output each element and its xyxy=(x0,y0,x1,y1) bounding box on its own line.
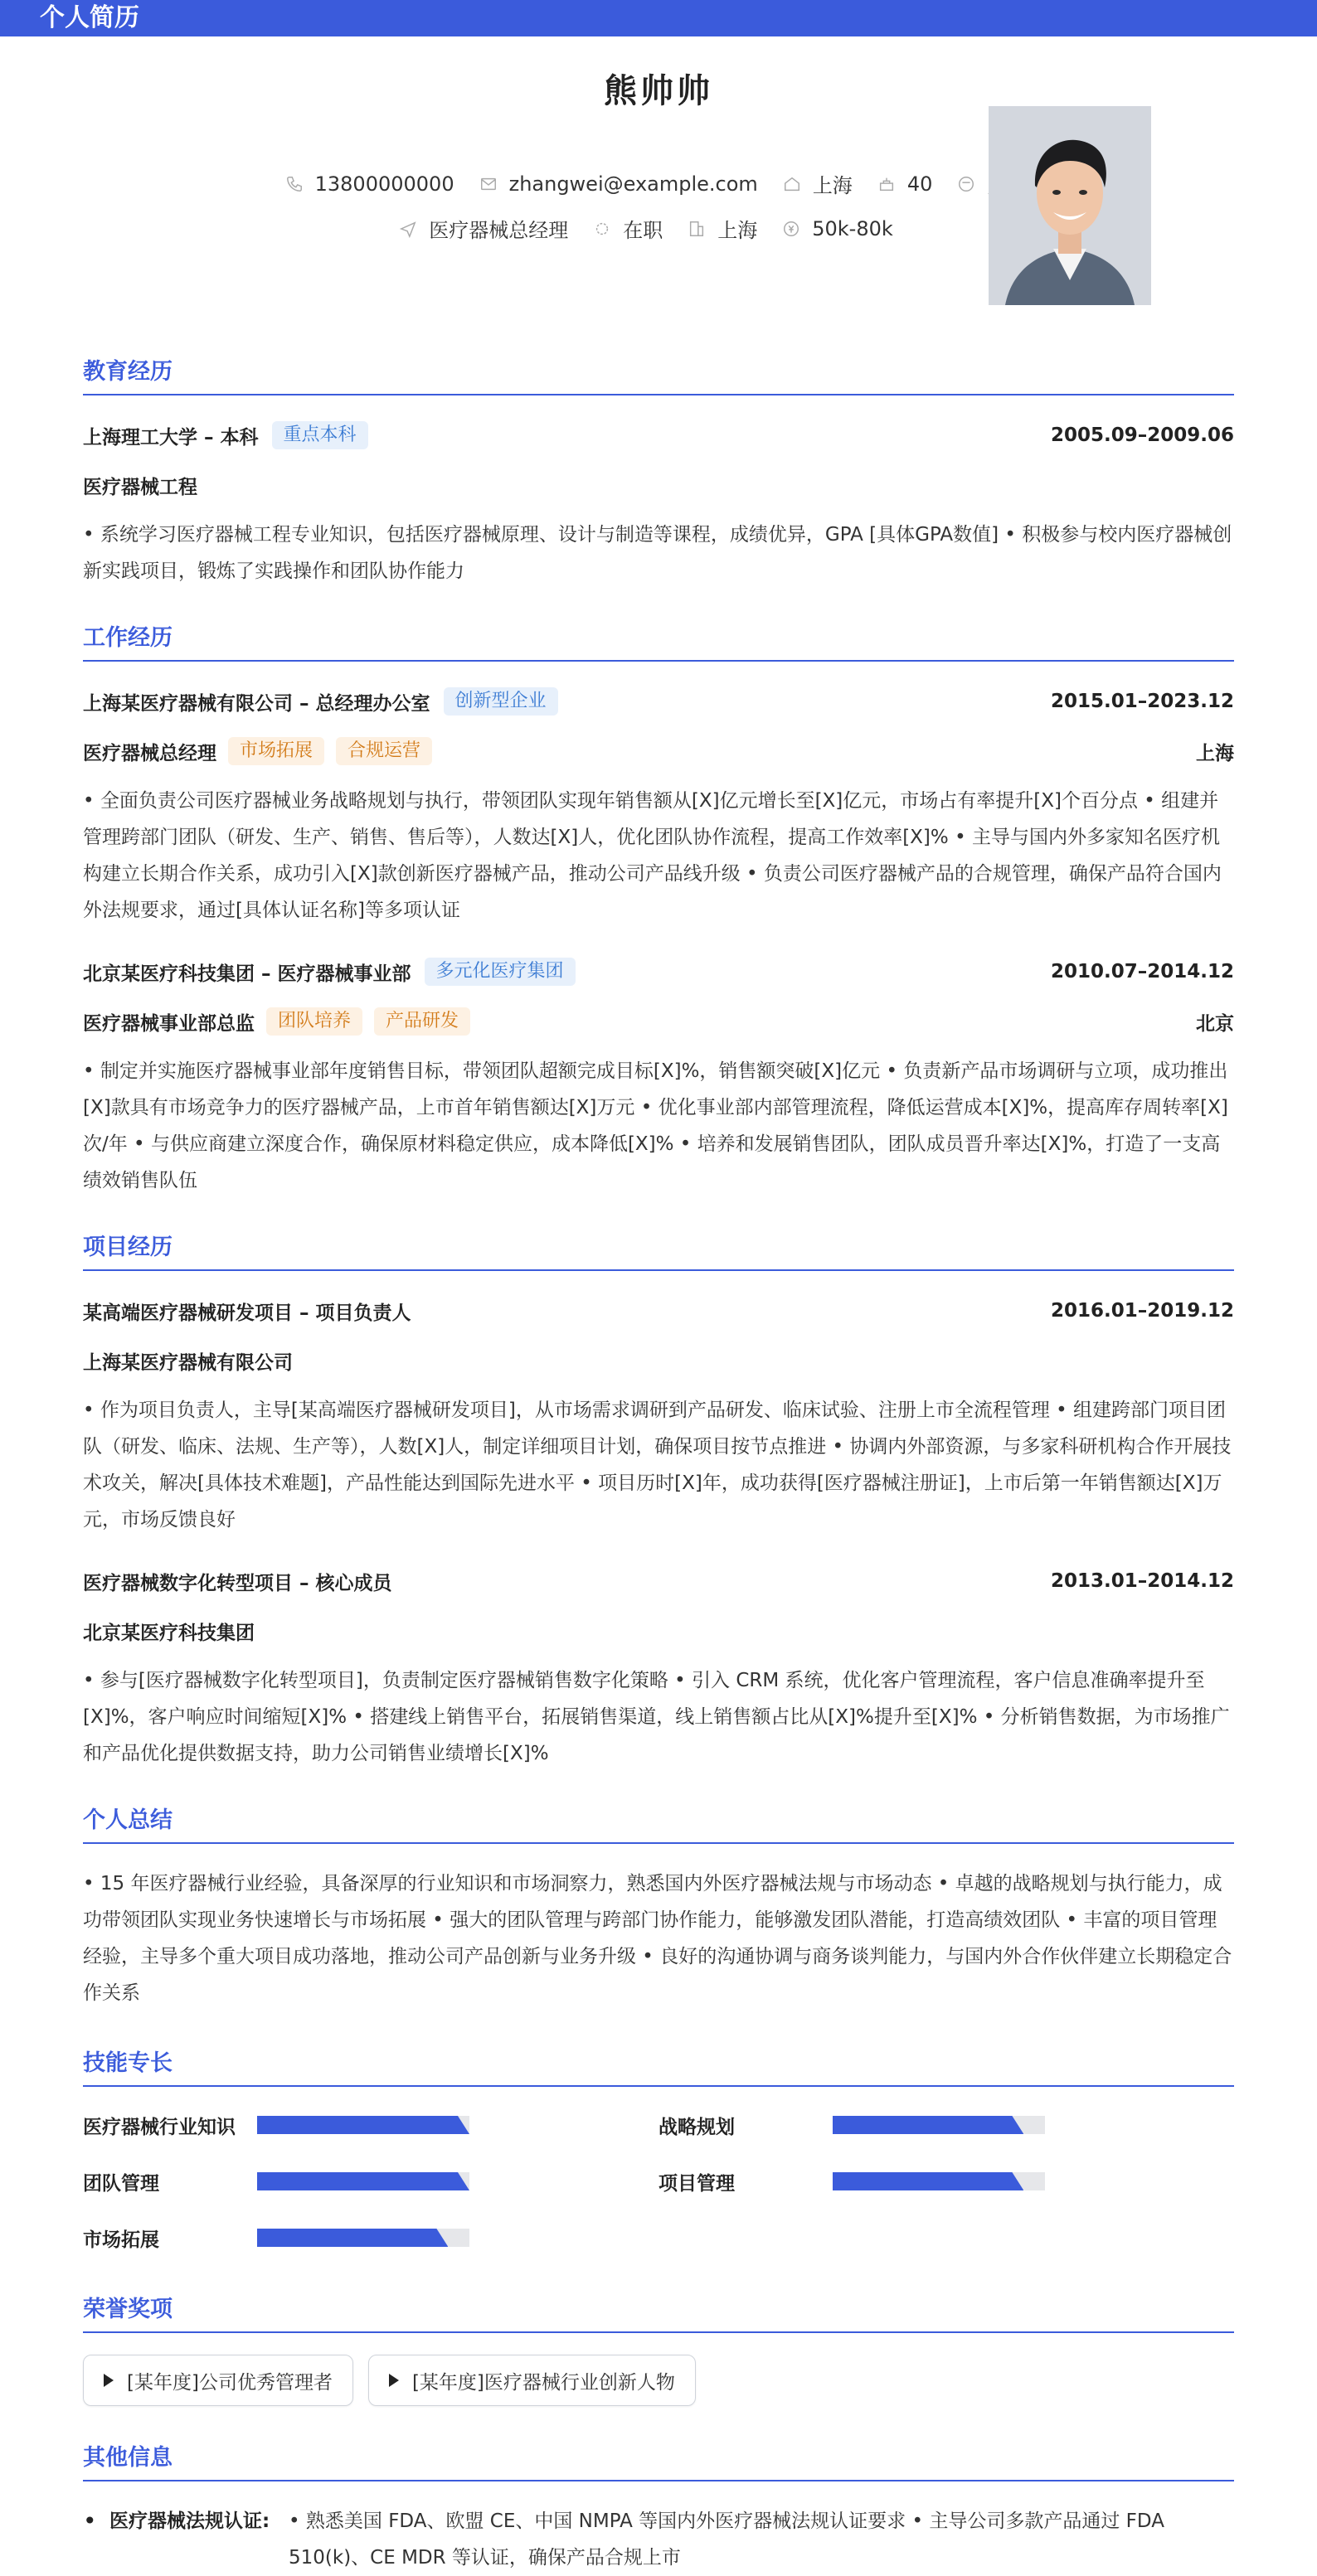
skills-heading: 技能专长 xyxy=(83,2045,1234,2087)
education-entry-header xyxy=(83,417,1234,454)
projects-section xyxy=(83,1229,1234,1772)
company-tag: 多元化医疗集团 xyxy=(425,958,576,986)
company-name: 北京某医疗科技集团 – 医疗器械事业部 xyxy=(83,963,411,985)
mail-icon xyxy=(479,175,498,193)
role-tag: 团队培养 xyxy=(266,1007,362,1036)
education-date: 2005.09–2009.06 xyxy=(1050,424,1234,446)
work-entry-header xyxy=(83,953,1234,990)
summary-heading: 个人总结 xyxy=(83,1802,1234,1844)
skill-item xyxy=(83,2108,658,2142)
work-entry xyxy=(83,683,1234,929)
awards-heading: 荣誉奖项 xyxy=(83,2291,1234,2333)
project-description: • 参与[医疗器械数字化转型项目]，负责制定医疗器械销售数字化策略 • 引入 CRM 系统，优化客户管理流程，客户信息准确率提升至[X]%，客户响应时间缩短[X]% • 搭建线上销售平台，拓展销售渠道，线上销售额占比从[X]%提升至[X]% • 分析销售数据，为市场推广和产品优化提供数据支持，助力公司销售业绩增长[X]% xyxy=(83,1670,1230,1764)
award-item xyxy=(368,2355,696,2406)
work-city: 北京 xyxy=(1196,1012,1234,1035)
work-description: • 全面负责公司医疗器械业务战略规划与执行，带领团队实现年销售额从[X]亿元增长至[X]亿元，市场占有率提升[X]个百分点 • 组建并管理跨部门团队（研发、生产、销售、售后等），人数达[X]人，优化团队协作流程，提高工作效率[X]% • 主导与国内外多家知名医疗机构建立长期合作关系，成功引入[X]款创新医疗器械产品，推动公司产品线升级 • 负责公司医疗器械产品的合规管理，确保产品符合国内外法规要求，通过[具体认证名称]等多项认证 xyxy=(83,790,1222,921)
role-title: 医疗器械事业部总监 xyxy=(83,1012,255,1035)
cake-icon xyxy=(877,175,896,193)
status-icon xyxy=(593,220,611,238)
other-item xyxy=(83,2503,1234,2576)
skill-level-bar xyxy=(257,2229,469,2247)
email-address: zhangwei@example.com xyxy=(508,172,758,196)
phone-icon xyxy=(285,175,304,193)
company-tag: 创新型企业 xyxy=(444,687,558,716)
skill-level-bar xyxy=(833,2116,1045,2134)
city-value: 上海 xyxy=(717,219,758,242)
city-item xyxy=(688,214,757,243)
education-major-row xyxy=(83,467,1234,503)
project-date: 2013.01–2014.12 xyxy=(1050,1570,1234,1592)
project-description: • 作为项目负责人，主导[某高端医疗器械研发项目]，从市场需求调研到产品研发、临床试验、注册上市全流程管理 • 组建跨部门项目团队（研发、临床、法规、生产等），人数[X]人，制定详细项目计划，确保项目按节点推进 • 协调内外部资源，与多家科研机构合作开展技术攻关，解决[具体技术难题]，产品性能达到国际先进水平 • 项目历时[X]年，成功获得[医疗器械注册证]，上市后第一年销售额达[X]万元，市场反馈良好 xyxy=(83,1400,1232,1531)
role-tag: 市场拓展 xyxy=(228,737,324,765)
project-org: 上海某医疗器械有限公司 xyxy=(83,1351,293,1374)
age-value: 40 xyxy=(906,172,933,196)
profile-header xyxy=(83,36,1234,310)
project-title: 某高端医疗器械研发项目 – 项目负责人 xyxy=(83,1302,411,1324)
skill-name: 项目管理 xyxy=(658,2172,735,2195)
resume-header-bar xyxy=(0,0,1317,36)
awards-section xyxy=(83,2291,1234,2406)
status-value: 在职 xyxy=(623,219,663,242)
role-tag: 合规运营 xyxy=(336,737,432,765)
major-name: 医疗器械工程 xyxy=(83,476,197,498)
award-label: [某年度]医疗器械行业创新人物 xyxy=(411,2371,675,2394)
work-entry-header xyxy=(83,683,1234,720)
school-name: 上海理工大学 – 本科 xyxy=(83,426,259,449)
skill-item xyxy=(658,2165,1234,2198)
location-item xyxy=(783,169,853,198)
education-description: • 系统学习医疗器械工程专业知识，包括医疗器械原理、设计与制造等课程，成绩优异，GPA [具体GPA数值] • 积极参与校内医疗器械创新实践项目，锻炼了实践操作和团队协作能力 xyxy=(83,524,1232,582)
skill-name: 战略规划 xyxy=(658,2116,735,2138)
project-header xyxy=(83,1293,1234,1329)
position-value: 医疗器械总经理 xyxy=(429,219,569,242)
project-entry xyxy=(83,1563,1234,1772)
salary-icon xyxy=(782,220,800,238)
summary-text: • 15 年医疗器械行业经验，具备深厚的行业知识和市场洞察力，熟悉国内外医疗器械法规与市场动态 • 卓越的战略规划与执行能力，成功带领团队实现业务快速增长与市场拓展 • 强大的团队管理与跨部门协作能力，能够激发团队潜能，打造高绩效团队 • 丰富的项目管理经验，主导多个重大项目成功落地，推动公司产品创新与业务升级 • 良好的沟通协调与商务谈判能力，与国内外合作伙伴建立长期稳定合作关系 xyxy=(83,1873,1232,2004)
user-icon xyxy=(957,175,975,193)
school-tag: 重点本科 xyxy=(272,421,368,449)
work-entry xyxy=(83,953,1234,1199)
work-role-row xyxy=(83,733,1234,769)
skills-section xyxy=(83,2045,1234,2254)
work-city: 上海 xyxy=(1196,742,1234,764)
location-value: 上海 xyxy=(812,174,853,197)
bullet-icon: • xyxy=(83,2507,97,2535)
triangle-icon xyxy=(104,2374,114,2387)
salary-item xyxy=(782,217,893,240)
education-heading: 教育经历 xyxy=(83,353,1234,395)
skill-level-fill xyxy=(833,2116,1023,2134)
skill-name: 市场拓展 xyxy=(83,2229,159,2251)
other-label: 医疗器械法规认证: xyxy=(109,2511,270,2532)
project-date: 2016.01–2019.12 xyxy=(1050,1300,1234,1322)
skill-item xyxy=(83,2165,658,2198)
phone-number: 13800000000 xyxy=(314,172,454,196)
building-icon xyxy=(688,220,706,238)
skills-grid xyxy=(83,2108,1234,2254)
award-label: [某年度]公司优秀管理者 xyxy=(127,2371,333,2394)
email-item xyxy=(479,172,758,196)
project-header xyxy=(83,1563,1234,1599)
skill-level-bar xyxy=(257,2172,469,2190)
project-title: 医疗器械数字化转型项目 – 核心成员 xyxy=(83,1572,392,1594)
profile-photo xyxy=(989,106,1151,305)
skill-item xyxy=(83,2221,658,2254)
skill-name: 医疗器械行业知识 xyxy=(83,2116,236,2138)
work-section xyxy=(83,619,1234,1199)
age-item xyxy=(877,172,933,196)
projects-heading: 项目经历 xyxy=(83,1229,1234,1271)
other-heading: 其他信息 xyxy=(83,2439,1234,2481)
resume-title: 个人简历 xyxy=(40,3,139,32)
work-date: 2010.07–2014.12 xyxy=(1050,961,1234,982)
triangle-icon xyxy=(389,2374,399,2387)
candidate-name: 熊帅帅 xyxy=(604,72,713,110)
other-value: • 熟悉美国 FDA、欧盟 CE、中国 NMPA 等国内外医疗器械法规认证要求 • 主导公司多款产品通过 FDA 510(k)、CE MDR 等认证，确保产品合规上市 xyxy=(289,2511,1164,2569)
salary-value: 50k-80k xyxy=(812,216,893,240)
project-org-row xyxy=(83,1613,1234,1649)
skill-level-bar xyxy=(257,2116,469,2134)
work-description: • 制定并实施医疗器械事业部年度销售目标，带领团队超额完成目标[X]%，销售额突破[X]亿元 • 负责新产品市场调研与立项，成功推出[X]款具有市场竞争力的医疗器械产品，上市首年销售额达[X]万元 • 优化事业部内部管理流程，降低运营成本[X]%，提高库存周转率[X]次/年 • 与供应商建立深度合作，确保原材料稳定供应，成本降低[X]% • 培养和发展销售团队，团队成员晋升率达[X]%，打造了一支高绩效销售队伍 xyxy=(83,1060,1228,1191)
skill-item xyxy=(658,2108,1234,2142)
send-icon xyxy=(399,220,417,238)
work-date: 2015.01–2023.12 xyxy=(1050,691,1234,712)
project-org-row xyxy=(83,1342,1234,1379)
skill-level-fill xyxy=(257,2116,469,2134)
role-tag: 产品研发 xyxy=(374,1007,470,1036)
skill-level-fill xyxy=(257,2229,448,2247)
skill-name: 团队管理 xyxy=(83,2172,159,2195)
skill-level-bar xyxy=(833,2172,1045,2190)
project-entry xyxy=(83,1293,1234,1538)
other-section xyxy=(83,2439,1234,2576)
award-item xyxy=(83,2355,353,2406)
phone-item xyxy=(285,172,454,196)
status-item xyxy=(593,214,663,243)
role-title: 医疗器械总经理 xyxy=(83,742,216,764)
company-name: 上海某医疗器械有限公司 – 总经理办公室 xyxy=(83,692,430,715)
awards-list xyxy=(83,2355,1234,2406)
summary-section xyxy=(83,1802,1234,2011)
work-heading: 工作经历 xyxy=(83,619,1234,662)
skill-level-fill xyxy=(833,2172,1023,2190)
home-icon xyxy=(783,175,801,193)
education-section xyxy=(83,353,1234,589)
position-item xyxy=(399,214,568,243)
skill-level-fill xyxy=(257,2172,469,2190)
project-org: 北京某医疗科技集团 xyxy=(83,1622,255,1644)
work-role-row xyxy=(83,1003,1234,1040)
